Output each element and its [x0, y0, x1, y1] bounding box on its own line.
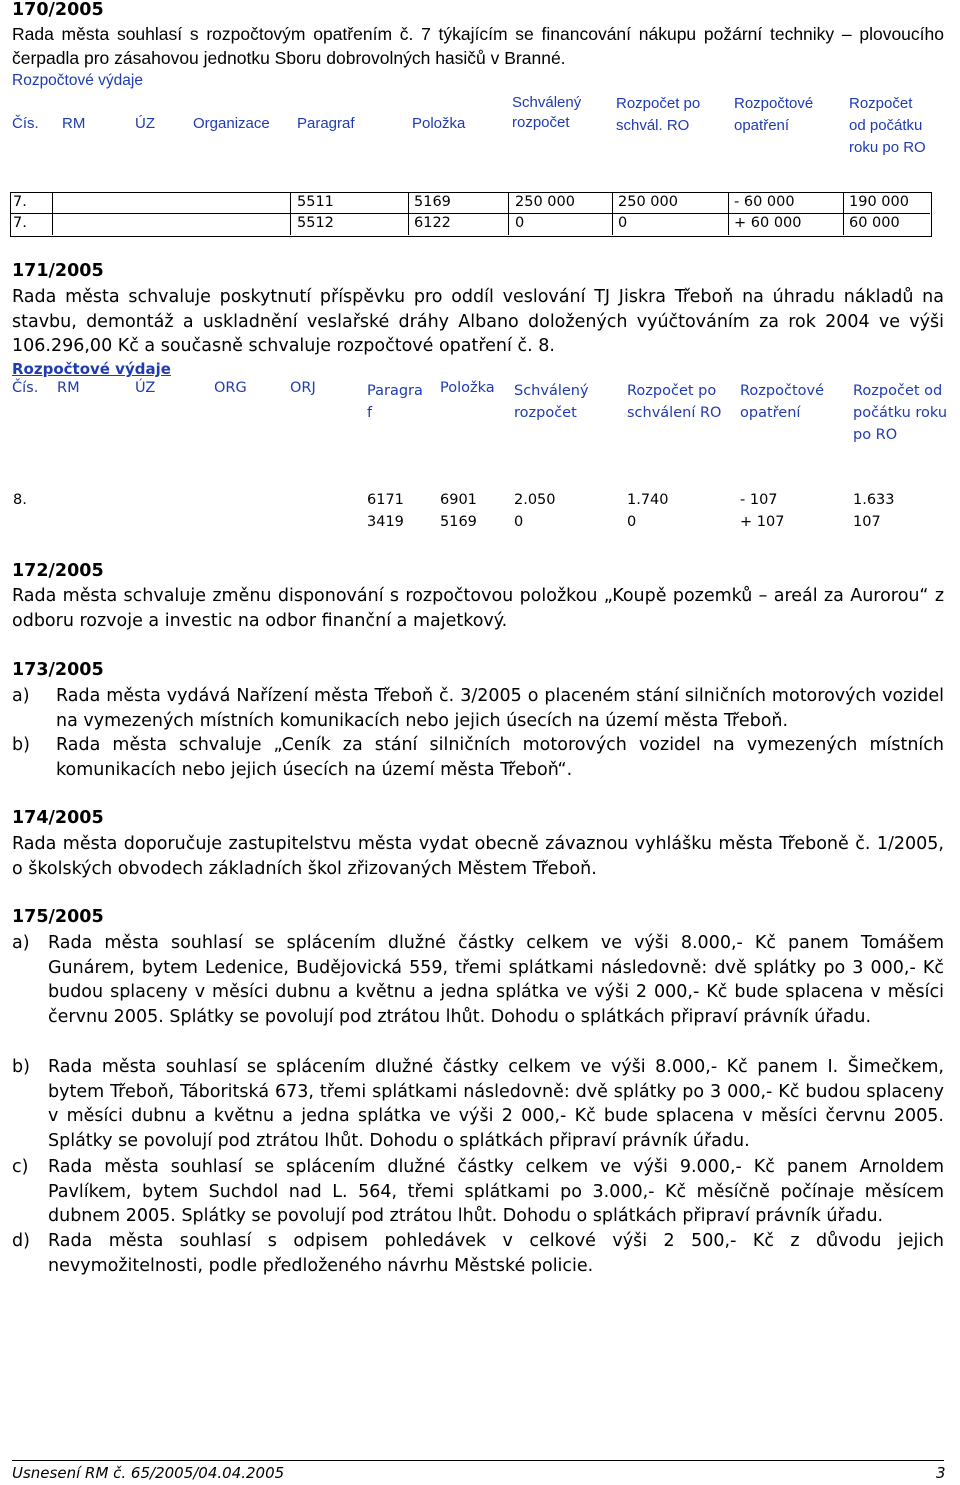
t170-r0-par: 5511 — [297, 194, 334, 210]
t171-r0-pol: 6901 — [440, 492, 477, 508]
t171-h-par: Paragra f — [367, 383, 423, 421]
t171-h-orj: ORJ — [290, 380, 316, 396]
footer-rule — [12, 1460, 944, 1461]
t170-vline — [290, 192, 291, 235]
resolution-175-a-label: a) — [12, 933, 30, 953]
t170-h-rm: RM — [62, 115, 86, 132]
resolution-173-a-label: a) — [12, 686, 30, 706]
resolution-175-d-label: d) — [12, 1231, 30, 1251]
t170-r1-pol: 6122 — [414, 215, 451, 231]
t171-h-opat: Rozpočtové opatření — [740, 383, 825, 421]
t170-r1-cis: 7. — [13, 215, 27, 231]
t170-h-posch: Rozpočet po schvál. RO — [616, 95, 701, 134]
footer-page-number: 3 — [936, 1464, 946, 1482]
t171-r0-posch: 1.740 — [627, 492, 669, 508]
t171-h-uz: ÚZ — [135, 380, 156, 396]
t170-r1-par: 5512 — [297, 215, 334, 231]
t170-vline — [612, 192, 613, 235]
t171-h-posch: Rozpočet po schválení RO — [627, 383, 722, 421]
t171-r1-schv: 0 — [514, 514, 524, 530]
t170-vline — [728, 192, 729, 235]
resolution-171-text: Rada města schvaluje poskytnutí příspěvku pro oddíl veslování TJ Jiskra Třeboň na úhradu nákladů na stavbu, demontáž a uskladnění veslařské dráhy Albano doložených vyúčtováním za rok 2004 ve výši 106.296,00 Kč a současně schvaluje rozpočtové opatření č. 8. — [12, 287, 944, 356]
t171-h-cis: Čís. — [12, 380, 39, 396]
t170-vline — [843, 192, 844, 235]
table-171-caption: Rozpočtové výdaje — [12, 360, 171, 378]
t171-r1-posch: 0 — [627, 514, 637, 530]
resolution-171-title: 171/2005 — [12, 261, 104, 281]
t170-vline — [408, 192, 409, 235]
t170-h-pol: Položka — [412, 115, 466, 132]
resolution-175-c-label: c) — [12, 1157, 29, 1177]
t170-h-org: Organizace — [193, 115, 270, 132]
t171-h-od: Rozpočet od počátku roku po RO — [853, 383, 948, 443]
t170-r1-posch: 0 — [618, 215, 628, 231]
t171-h-org: ORG — [214, 380, 247, 396]
t170-r1-schv: 0 — [515, 215, 525, 231]
footer-left: Usnesení RM č. 65/2005/04.04.2005 — [12, 1464, 285, 1482]
t170-h-opat: Rozpočtové opatření — [734, 95, 814, 134]
resolution-175-title: 175/2005 — [12, 907, 104, 927]
t170-r0-posch: 250 000 — [618, 194, 678, 210]
t170-h-cis: Čís. — [12, 115, 39, 132]
t170-r1-od: 60 000 — [849, 215, 900, 231]
resolution-172-title: 172/2005 — [12, 561, 104, 581]
resolution-173-title: 173/2005 — [12, 660, 104, 680]
resolution-175-b-text: Rada města souhlasí se splácením dlužné částky celkem ve výši 8.000,- Kč panem I. Šimečkem, bytem Třeboň, Táboritská 673, třemi splátkami následovně: dvě splátky po 3 000,- Kč budou splaceny v měsíci dubnu a květnu a jedna splátka ve výši 2 000,- Kč bude splacena v měsíci červnu 2005. Splátky se povolují pod ztrátou lhůt. Dohodu o splátkách připraví právník úřadu. — [48, 1057, 944, 1151]
t170-h-par: Paragraf — [297, 115, 355, 132]
t171-h-pol: Položka — [440, 380, 495, 396]
t171-r0-par: 6171 — [367, 492, 404, 508]
resolution-174-title: 174/2005 — [12, 808, 104, 828]
t170-r1-opat: + 60 000 — [734, 215, 802, 231]
t171-r1-od: 107 — [853, 514, 881, 530]
resolution-170-title: 170/2005 — [12, 0, 104, 20]
t170-vline — [508, 192, 509, 235]
resolution-174-text: Rada města doporučuje zastupitelstvu města vydat obecně závaznou vyhlášku města Třeboně č. 1/2005, o školských obvodech základních škol zřizovaných Městem Třeboň. — [12, 834, 944, 879]
resolution-173-a-text: Rada města vydává Nařízení města Třeboň č. 3/2005 o placeném stání silničních motorových vozidel na vymezených místních komunikacích nebo jejich úsecích na území města Třeboň. — [56, 686, 944, 731]
t171-r1-par: 3419 — [367, 514, 404, 530]
t170-vline — [52, 192, 53, 235]
t171-h-rm: RM — [57, 380, 80, 396]
t170-h-uz: ÚZ — [135, 115, 155, 132]
t171-r1-opat: + 107 — [740, 514, 785, 530]
t171-r0-cis: 8. — [13, 492, 27, 508]
t170-h-od: Rozpočet od počátku roku po RO — [849, 95, 926, 156]
table-170-caption: Rozpočtové výdaje — [12, 72, 143, 89]
resolution-172-text: Rada města schvaluje změnu disponování s rozpočtovou položkou „Koupě pozemků – areál za Aurorou“ z odboru rozvoje a investic na odbor finanční a majetkový. — [12, 586, 944, 631]
t170-r0-cis: 7. — [13, 194, 27, 210]
t170-r0-od: 190 000 — [849, 194, 909, 210]
resolution-175-c-text: Rada města souhlasí se splácením dlužné částky celkem ve výši 9.000,- Kč panem Arnoldem Pavlíkem, bytem Suchdol nad L. 564, třemi splátkami po 3.000,- Kč měsíčně počínaje měsícem dubnem 2005. Splátky se povolují pod ztrátou lhůt. Dohodu o splátkách připraví právník úřadu. — [48, 1157, 944, 1226]
resolution-170-text: Rada města souhlasí s rozpočtovým opatřením č. 7 týkajícím se financování nákupu požární techniky – plovoucího čerpadla pro zásahovou jednotku Sboru dobrovolných hasičů v Branné. — [12, 24, 944, 68]
t170-r0-opat: - 60 000 — [734, 194, 795, 210]
t171-r0-schv: 2.050 — [514, 492, 556, 508]
resolution-175-b-label: b) — [12, 1057, 30, 1077]
t171-r0-od: 1.633 — [853, 492, 895, 508]
t170-h-schv: Schválený rozpočet — [512, 94, 582, 131]
resolution-175-d-text: Rada města souhlasí s odpisem pohledávek v celkové výši 2 500,- Kč z důvodu jejich nevymožitelnosti, podle předloženého návrhu Městské policie. — [48, 1231, 944, 1276]
t170-r0-schv: 250 000 — [515, 194, 575, 210]
t171-r1-pol: 5169 — [440, 514, 477, 530]
resolution-175-a-text: Rada města souhlasí se splácením dlužné částky celkem ve výši 8.000,- Kč panem Tomášem Gunárem, bytem Ledenice, Budějovická 559, třemi splátkami následovně: dvě splátky po 3 000,- Kč budou splaceny v měsíci dubnu a květnu a jedna splátka ve výši 2 000,- Kč bude splacena v měsíci červnu 2005. Splátky se povolují pod ztrátou lhůt. Dohodu o splátkách připraví právník úřadu. — [48, 933, 944, 1027]
resolution-173-b-label: b) — [12, 735, 30, 755]
t170-r0-pol: 5169 — [414, 194, 451, 210]
t171-r0-opat: - 107 — [740, 492, 778, 508]
t171-h-schv: Schválený rozpočet — [514, 383, 589, 421]
t170-divider — [10, 213, 930, 214]
resolution-173-b-text: Rada města schvaluje „Ceník za stání silničních motorových vozidel na vymezených místních komunikacích nebo jejich úsecích na území města Třeboň“. — [56, 735, 944, 780]
